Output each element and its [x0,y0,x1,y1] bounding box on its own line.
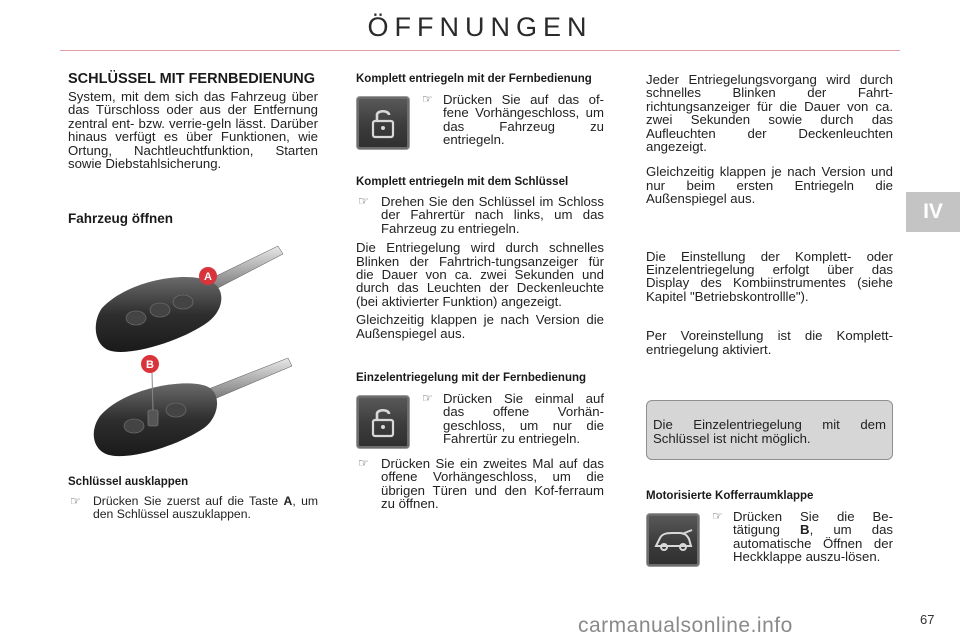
pointing-hand-icon: ☞ [358,456,369,471]
single-unlock-heading: Einzelentriegelung mit der Fernbedienung [356,372,587,385]
unfold-key-heading: Schlüssel ausklappen [68,475,189,488]
key-unlock-paragraph-2: Gleichzeitig klappen je nach Version die Außenspiegel aus. [356,312,604,341]
default-setting-paragraph: Per Voreinstellung ist die Komplett-entriegelung aktiviert. [646,328,893,357]
intro-paragraph: System, mit dem sich das Fahrzeug über das Türschloss oder aus der Entfernung zentral ent- bzw. verrie-geln lässt. Darüber hinaus verfügt es über Funktionen, wie Ortung, Nachtleuchtfunktion, Starten sowie Diebstahlsicherung. [68,89,318,172]
callout-b-label: B [146,358,154,371]
pointing-hand-icon: ☞ [70,493,81,508]
open-padlock-icon [356,96,410,150]
pointing-hand-icon: ☞ [422,391,433,406]
page-number: 67 [920,612,935,627]
key-unlock-instruction: ☞ Drehen Sie den Schlüssel im Schloss der Fahrertür nach links, um das Fahrzeug zu entriegeln. [358,194,604,236]
chapter-tab[interactable]: IV [906,192,960,232]
column-right [646,73,893,567]
key-b-graphic [94,355,292,456]
column-middle [356,73,604,511]
settings-paragraph: Die Einstellung der Komplett- oder Einzelentriegelung erfolgt über das Display des Kombiinstrumentes (siehe Kapitel "Betriebskontrollle"). [646,248,893,304]
trunk-instruction: ☞ Drücken Sie die Be-tätigung B, um das automatische Öffnen der Heckklappe auszu-lösen. [646,510,893,567]
pointing-hand-icon: ☞ [358,194,369,208]
key-a-graphic [96,246,283,352]
key-unlock-paragraph-1: Die Entriegelung wird durch schnelles Blinken der Fahrtrich-tungsanzeiger für die Dauer von ca. zwei Sekunden und durch das Leuchten der Deckenleuchte (bei aktivierter Funktion) angezeigt. [356,240,604,309]
open-padlock-icon [356,395,410,449]
pointing-hand-icon: ☞ [422,92,433,106]
single-unlock-instruction-2: ☞ Drücken Sie ein zweites Mal auf das offene Vorhängeschloss, um die übrigen Türen und den Kof-ferraum zu öffnen. [358,456,604,512]
unfold-key-instruction: ☞ Drücken Sie zuerst auf die Taste A, um den Schlüssel auszuklappen. [70,493,318,522]
note-box: Die Einzelentriegelung mit dem Schlüssel ist nicht möglich. [646,400,893,460]
callout-a-label: A [204,270,212,283]
single-unlock-instruction-1: ☞ Drücken Sie einmal auf das offene Vorhän-geschloss, um nur die Fahrertür zu entriegeln. [356,392,604,449]
watermark: carmanualsonline.info [578,614,793,637]
pointing-hand-icon: ☞ [712,508,723,523]
car-tailgate-icon [646,513,700,567]
remote-unlock-instruction: ☞ Drücken Sie auf das of-fene Vorhängeschloss, um das Fahrzeug zu entriegeln. [356,93,604,150]
remote-unlock-heading: Komplett entriegeln mit der Fernbedienung [356,73,592,85]
section-heading-remote-key: SCHLÜSSEL MIT FERNBEDIENUNG [68,71,316,87]
remote-key-illustration [88,240,308,462]
trunk-heading: Motorisierte Kofferraumklappe [646,489,814,502]
column-left [68,73,318,522]
key-unlock-heading: Komplett entriegeln mit dem Schlüssel [356,176,569,188]
unlock-signal-paragraph: Jeder Entriegelungsvorgang wird durch schnelles Blinken der Fahrt-richtungsanzeiger für die Dauer von ca. zwei Sekunden sowie durch das Aufleuchten der Deckenleuchten angezeigt. [646,72,893,155]
section-heading-open-vehicle: Fahrzeug öffnen [68,211,173,227]
mirror-paragraph: Gleichzeitig klappen je nach Version und nur beim ersten Entriegeln die Außenspiegel aus. [646,164,893,207]
title-divider [60,50,900,51]
page-title: ÖFFNUNGEN [367,12,593,42]
